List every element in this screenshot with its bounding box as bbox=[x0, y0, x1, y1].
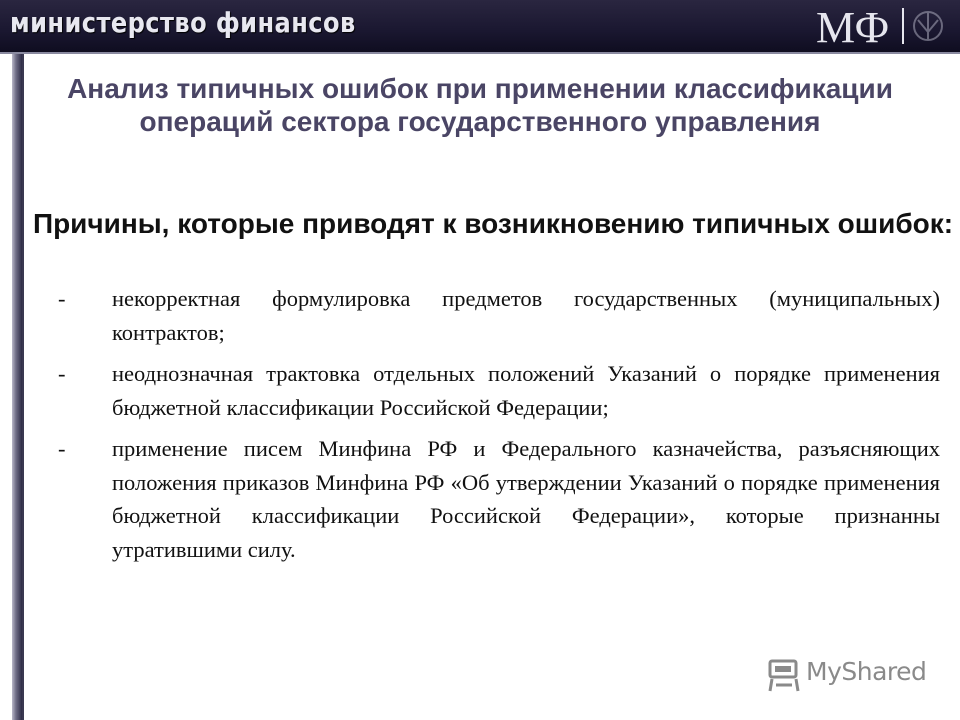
ministry-logo bbox=[806, 2, 946, 48]
list-item bbox=[50, 432, 940, 566]
bullet-dash: - bbox=[58, 361, 66, 386]
list-item-text: применение писем Минфина РФ и Федерального казначейства, разъясняющих положения приказов Минфина РФ «Об утверждении Указаний о порядке применения бюджетной классификации Российской Федерации», которые признанны утратившими силу. bbox=[112, 436, 940, 562]
list-item bbox=[50, 357, 940, 424]
header-bar bbox=[0, 0, 960, 54]
logo-text: МФ bbox=[816, 3, 890, 48]
watermark-text: MyShared bbox=[806, 657, 927, 686]
myshared-logo-icon bbox=[766, 659, 802, 693]
slide-title: Анализ типичных ошибок при применении классификации операций сектора государственного управления bbox=[67, 73, 893, 137]
list-item bbox=[50, 282, 940, 349]
slide-subtitle: Причины, которые приводят к возникновению типичных ошибок: bbox=[32, 208, 954, 239]
list-item-text: неоднозначная трактовка отдельных положений Указаний о порядке применения бюджетной классификации Российской Федерации; bbox=[112, 361, 940, 420]
reasons-list bbox=[50, 282, 940, 574]
watermark bbox=[766, 655, 926, 695]
left-decor-bar bbox=[12, 54, 22, 720]
list-item-text: некорректная формулировка предметов государственных (муниципальных) контрактов; bbox=[112, 286, 940, 345]
emblem-icon bbox=[914, 12, 942, 40]
ministry-label: министерство финансов bbox=[10, 6, 356, 39]
bullet-dash: - bbox=[58, 436, 66, 461]
left-decor-line bbox=[22, 54, 24, 720]
bullet-dash: - bbox=[58, 286, 66, 311]
